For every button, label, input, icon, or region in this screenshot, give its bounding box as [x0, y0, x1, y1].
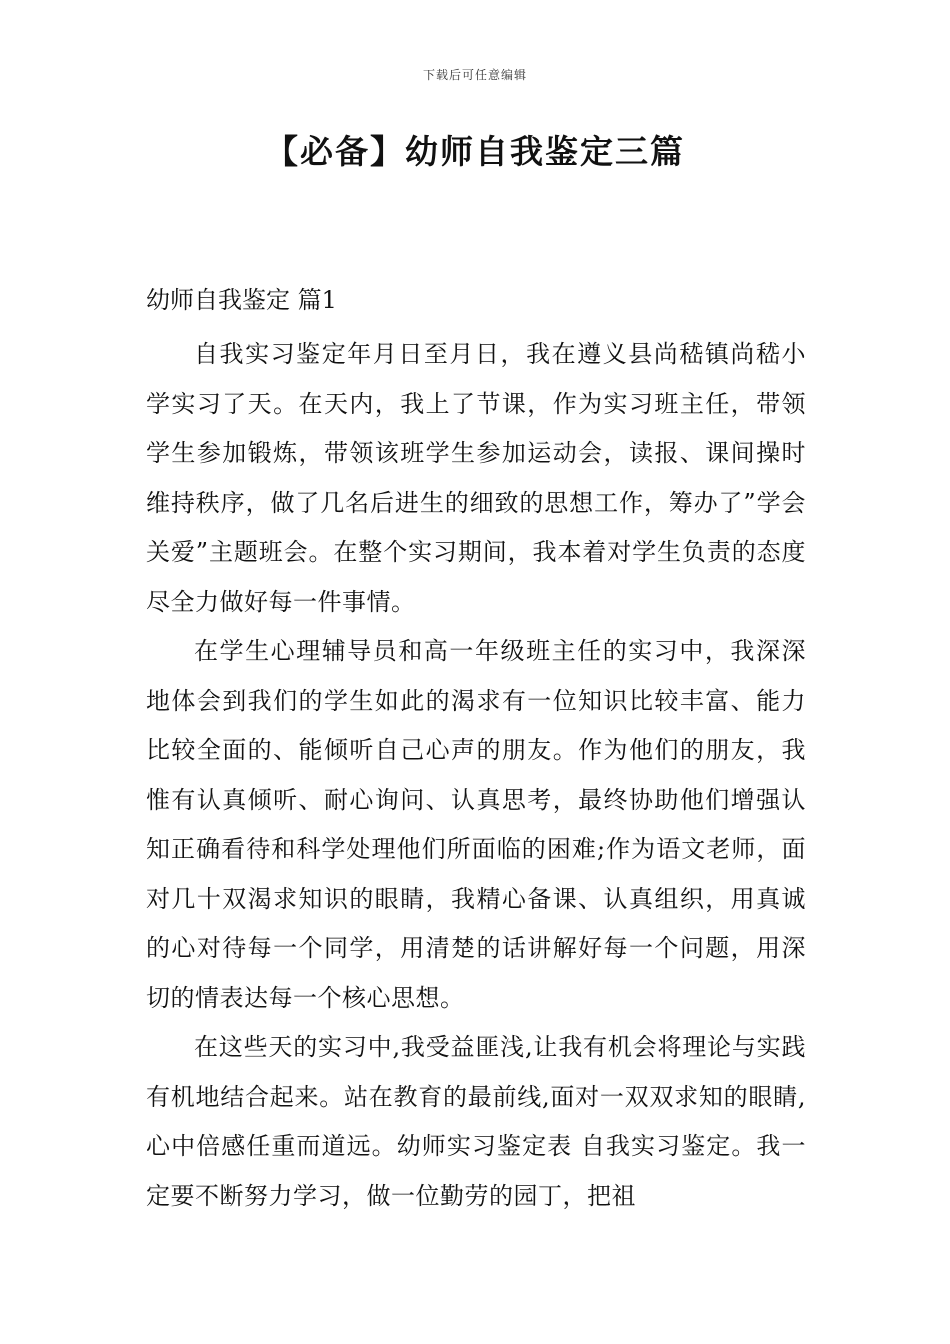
section-heading: 幼师自我鉴定 篇1	[146, 286, 337, 314]
paragraph: 在这些天的实习中,我受益匪浅,让我有机会将理论与实践有机地结合起来。站在教育的最前线,面对一双双求知的眼睛,心中倍感任重而道远。幼师实习鉴定表 自我实习鉴定。我一定要不断努力学习，做一位勤劳的园丁，把祖	[146, 1033, 806, 1210]
paragraph: 自我实习鉴定年月日至月日，我在遵义县尚嵇镇尚嵇小学实习了天。在天内，我上了节课，作为实习班主任，带领学生参加锻炼，带领该班学生参加运动会，读报、课间操时维持秩序，做了几名后进生的细致的思想工作，筹办了”学会关爱”主题班会。在整个实习期间，我本着对学生负责的态度尽全力做好每一件事情。	[146, 340, 806, 616]
paragraph: 在学生心理辅导员和高一年级班主任的实习中，我深深地体会到我们的学生如此的渴求有一位知识比较丰富、能力比较全面的、能倾听自己心声的朋友。作为他们的朋友，我惟有认真倾听、耐心询问、认真思考，最终协助他们增强认知正确看待和科学处理他们所面临的困难;作为语文老师，面对几十双渴求知识的眼睛，我精心备课、认真组织，用真诚的心对待每一个同学，用清楚的话讲解好每一个问题，用深切的情表达每一个核心思想。	[146, 637, 806, 1012]
header-note: 下载后可任意编辑	[422, 68, 527, 82]
document-body	[146, 280, 806, 1221]
document-title: 【必备】幼师自我鉴定三篇	[265, 132, 685, 171]
